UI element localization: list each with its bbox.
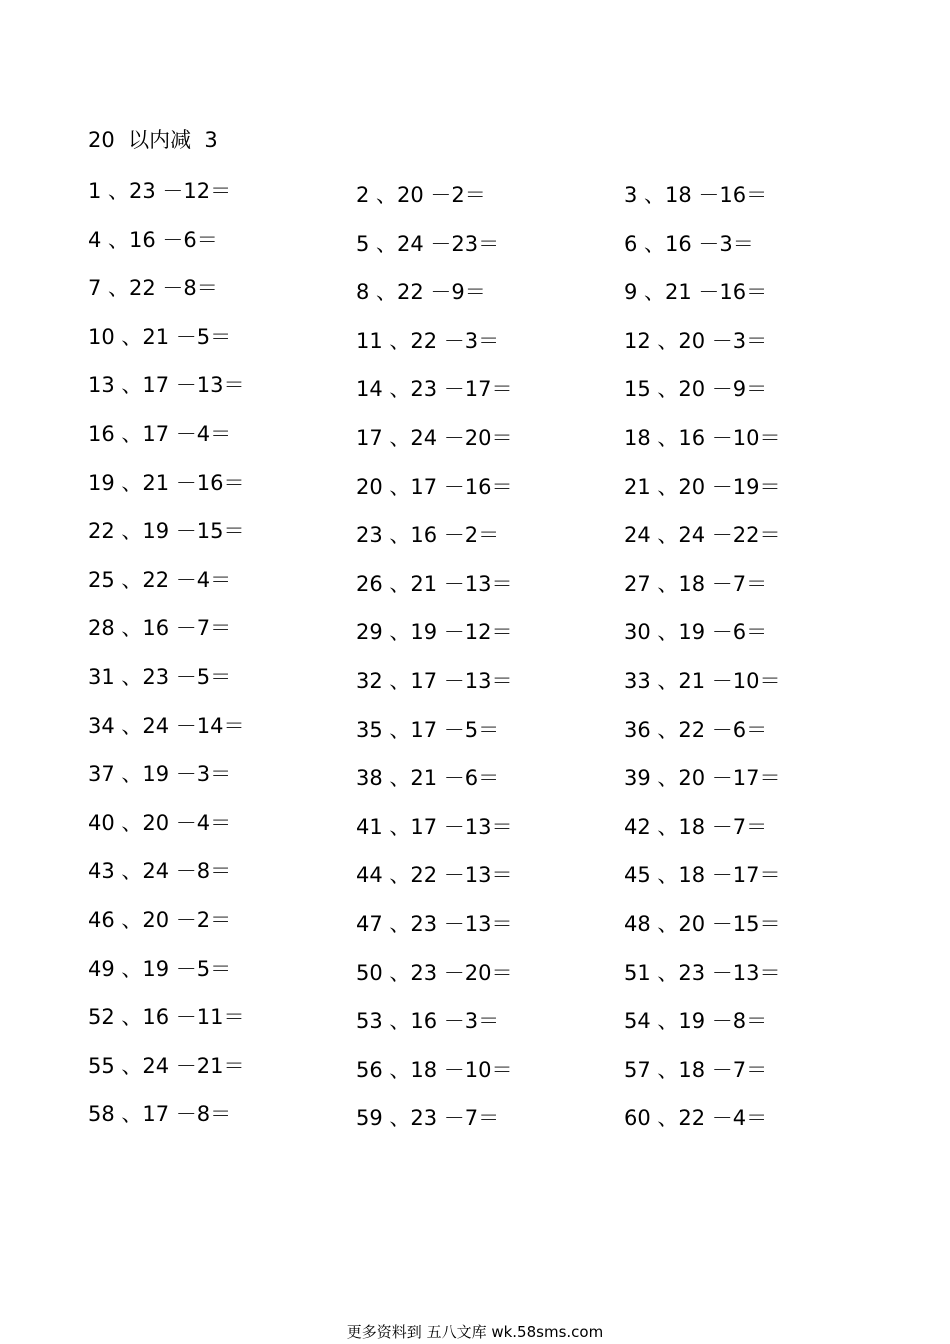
problem-row — [88, 323, 868, 372]
problem-item: 22 、19 －15＝ — [88, 519, 245, 544]
problem-item: 12 、20 －3＝ — [624, 328, 768, 353]
problem-item: 15 、20 －9＝ — [624, 377, 768, 402]
problem-item: 25 、22 －4＝ — [88, 567, 232, 592]
problem-item: 26 、21 －13＝ — [356, 571, 513, 596]
problem-grid — [88, 177, 868, 1149]
problem-item: 41 、17 －13＝ — [356, 814, 513, 839]
problem-row — [88, 1003, 868, 1052]
problem-item: 50 、23 －20＝ — [356, 960, 513, 985]
problem-item: 36 、22 －6＝ — [624, 717, 768, 742]
problem-row — [88, 955, 868, 1004]
problem-row — [88, 420, 868, 469]
problem-item: 30 、19 －6＝ — [624, 620, 768, 645]
problem-item: 21 、20 －19＝ — [624, 474, 781, 499]
problem-row — [88, 469, 868, 518]
problem-item: 9 、21 －16＝ — [624, 280, 768, 305]
problem-item: 45 、18 －17＝ — [624, 863, 781, 888]
problem-item: 3 、18 －16＝ — [624, 183, 768, 207]
problem-row — [88, 663, 868, 712]
problem-item: 38 、21 －6＝ — [356, 766, 500, 791]
problem-item: 48 、20 －15＝ — [624, 911, 781, 936]
problem-item: 49 、19 －5＝ — [88, 956, 232, 981]
problem-item: 46 、20 －2＝ — [88, 907, 232, 932]
problem-item: 47 、23 －13＝ — [356, 911, 513, 936]
problem-row — [88, 857, 868, 906]
problem-item: 37 、19 －3＝ — [88, 762, 232, 787]
problem-item: 6 、16 －3＝ — [624, 231, 754, 256]
problem-item: 58 、17 －8＝ — [88, 1102, 232, 1127]
problem-item: 42 、18 －7＝ — [624, 814, 768, 839]
problem-item: 23 、16 －2＝ — [356, 523, 500, 548]
problem-row — [88, 517, 868, 566]
problem-item: 54 、19 －8＝ — [624, 1009, 768, 1034]
problem-item: 20 、17 －16＝ — [356, 474, 513, 499]
problem-item: 7 、22 －8＝ — [88, 276, 218, 301]
problem-row — [88, 371, 868, 420]
problem-item: 1 、23 －12＝ — [88, 179, 232, 203]
problem-row — [88, 1100, 868, 1149]
worksheet-title: 20 以内减 3 — [88, 128, 218, 152]
problem-item: 39 、20 －17＝ — [624, 766, 781, 791]
problem-item: 14 、23 －17＝ — [356, 377, 513, 402]
problem-item: 29 、19 －12＝ — [356, 620, 513, 645]
problem-item: 33 、21 －10＝ — [624, 668, 781, 693]
problem-item: 4 、16 －6＝ — [88, 227, 218, 252]
problem-item: 17 、24 －20＝ — [356, 425, 513, 450]
problem-row — [88, 760, 868, 809]
problem-item: 59 、23 －7＝ — [356, 1106, 500, 1131]
problem-item: 55 、24 －21＝ — [88, 1053, 245, 1078]
problem-row — [88, 274, 868, 323]
problem-row — [88, 906, 868, 955]
problem-item: 16 、17 －4＝ — [88, 421, 232, 446]
problem-item: 40 、20 －4＝ — [88, 810, 232, 835]
problem-item: 19 、21 －16＝ — [88, 470, 245, 495]
problem-item: 11 、22 －3＝ — [356, 328, 500, 353]
problem-item: 57 、18 －7＝ — [624, 1057, 768, 1082]
problem-item: 35 、17 －5＝ — [356, 717, 500, 742]
problem-row — [88, 566, 868, 615]
problem-item: 43 、24 －8＝ — [88, 859, 232, 884]
problem-row — [88, 226, 868, 275]
problem-row — [88, 614, 868, 663]
problem-item: 28 、16 －7＝ — [88, 616, 232, 641]
footer-watermark: 更多资料到 五八文库 wk.58sms.com — [346, 1323, 604, 1341]
problem-item: 56 、18 －10＝ — [356, 1057, 513, 1082]
problem-item: 8 、22 －9＝ — [356, 280, 486, 305]
problem-item: 27 、18 －7＝ — [624, 571, 768, 596]
problem-item: 51 、23 －13＝ — [624, 960, 781, 985]
problem-item: 24 、24 －22＝ — [624, 523, 781, 548]
problem-row — [88, 1052, 868, 1101]
problem-item: 32 、17 －13＝ — [356, 668, 513, 693]
problem-item: 10 、21 －5＝ — [88, 324, 232, 349]
problem-item: 18 、16 －10＝ — [624, 425, 781, 450]
problem-item: 2 、20 －2＝ — [356, 183, 486, 207]
problem-item: 34 、24 －14＝ — [88, 713, 245, 738]
problem-item: 5 、24 －23＝ — [356, 231, 500, 256]
problem-row — [88, 177, 868, 226]
problem-item: 31 、23 －5＝ — [88, 664, 232, 689]
problem-item: 60 、22 －4＝ — [624, 1106, 768, 1131]
problem-item: 52 、16 －11＝ — [88, 1005, 245, 1030]
problem-item: 53 、16 －3＝ — [356, 1009, 500, 1034]
problem-item: 13 、17 －13＝ — [88, 373, 245, 398]
problem-row — [88, 809, 868, 858]
problem-row — [88, 712, 868, 761]
problem-item: 44 、22 －13＝ — [356, 863, 513, 888]
